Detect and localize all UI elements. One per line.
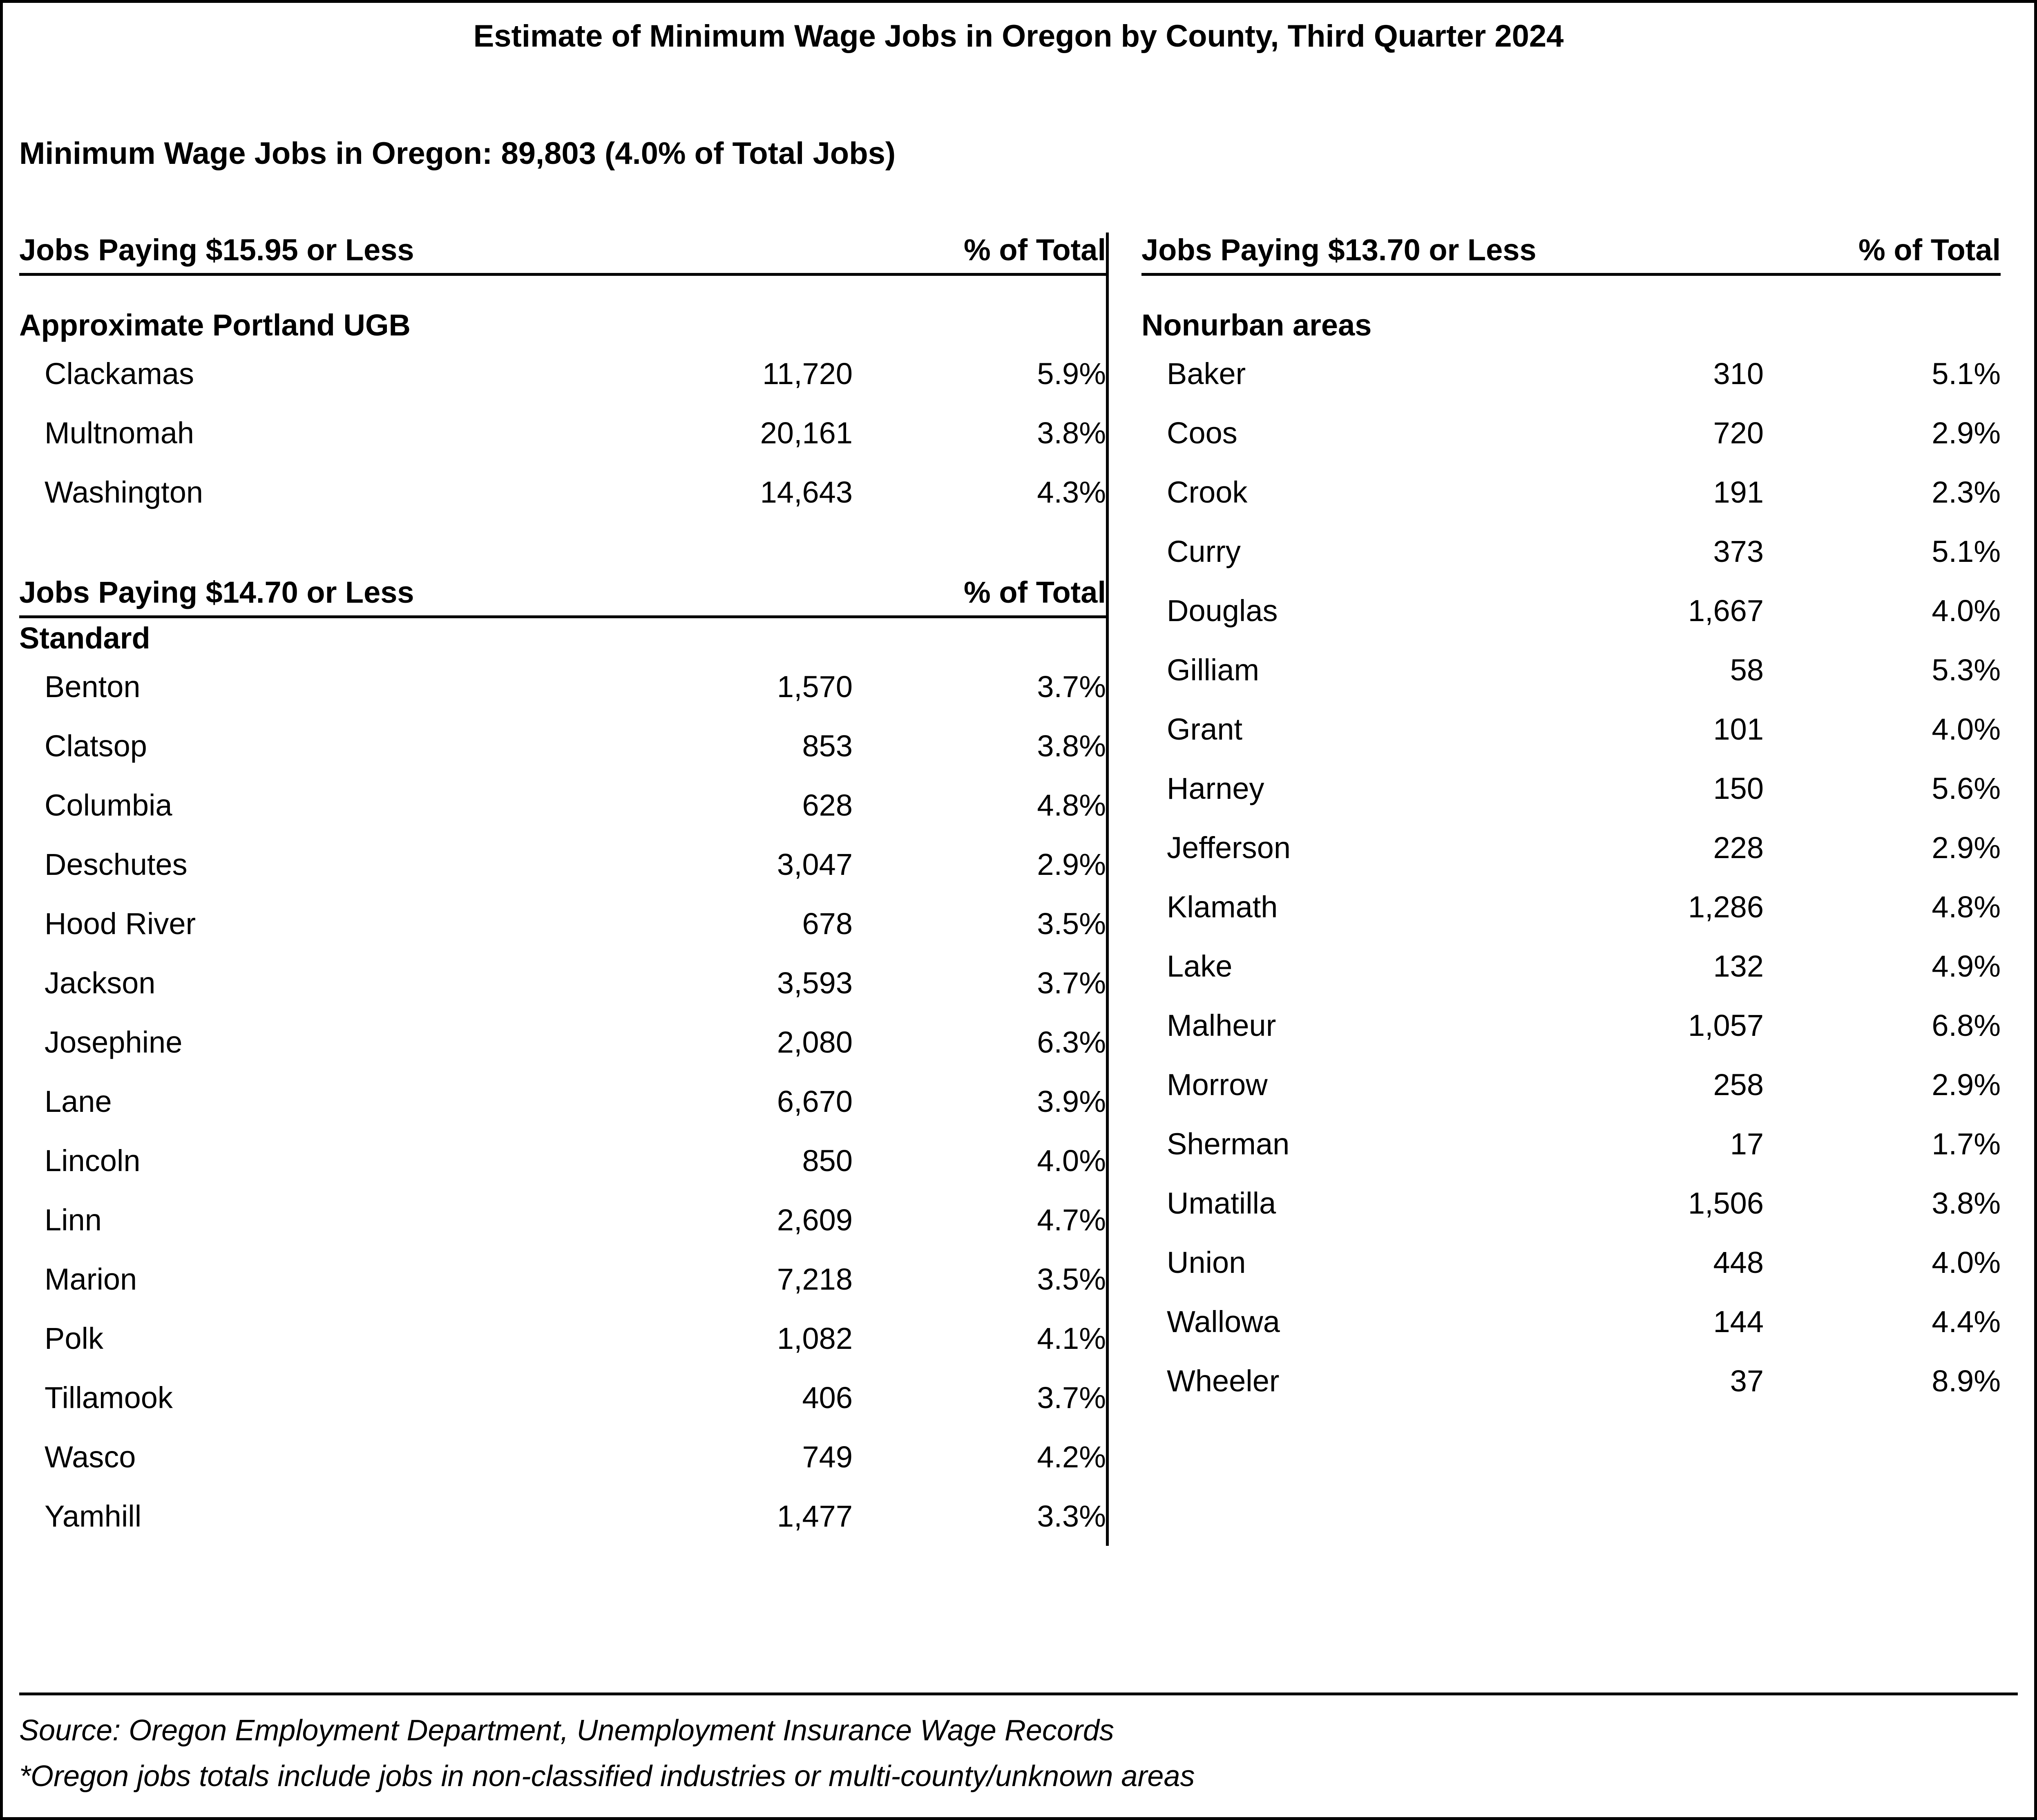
jobs-value: 720 xyxy=(1713,416,1764,450)
jobs-value: 373 xyxy=(1713,534,1764,568)
jobs-value: 850 xyxy=(802,1144,853,1178)
pct-value: 4.2% xyxy=(1037,1440,1106,1474)
pct-value: 6.3% xyxy=(1037,1025,1106,1059)
county-name: Wasco xyxy=(45,1440,136,1474)
jobs-value: 2,080 xyxy=(777,1025,853,1059)
county-name: Hood River xyxy=(45,907,196,941)
pct-value: 4.8% xyxy=(1932,890,2001,924)
county-name: Tillamook xyxy=(45,1381,173,1415)
jobs-value: 853 xyxy=(802,729,853,763)
county-name: Polk xyxy=(45,1321,103,1355)
jobs-value: 150 xyxy=(1713,771,1764,805)
county-name: Sherman xyxy=(1167,1127,1290,1161)
pct-value: 5.1% xyxy=(1932,357,2001,391)
pct-value: 5.1% xyxy=(1932,534,2001,568)
table-row xyxy=(1141,1114,2001,1174)
table-row xyxy=(19,344,1106,403)
county-name: Malheur xyxy=(1167,1008,1276,1042)
table-row xyxy=(1141,344,2001,403)
county-name: Linn xyxy=(45,1203,102,1237)
county-name: Columbia xyxy=(45,788,172,822)
jobs-value: 258 xyxy=(1713,1068,1764,1102)
right-header-1370-label: Jobs Paying $13.70 or Less xyxy=(1141,233,1537,267)
table-row xyxy=(19,657,1106,716)
footer xyxy=(19,1693,2018,1799)
county-name: Curry xyxy=(1167,534,1241,568)
jobs-value: 17 xyxy=(1730,1127,1764,1161)
jobs-value: 144 xyxy=(1713,1305,1764,1339)
pct-value: 3.8% xyxy=(1037,416,1106,450)
pct-value: 3.3% xyxy=(1037,1499,1106,1533)
table-row xyxy=(19,953,1106,1013)
jobs-value: 11,720 xyxy=(762,357,853,391)
left-header-1595 xyxy=(19,233,1106,276)
county-name: Marion xyxy=(45,1262,137,1296)
table-row xyxy=(19,1368,1106,1427)
pct-value: 5.9% xyxy=(1037,357,1106,391)
section-spacer xyxy=(19,522,1106,571)
jobs-value: 191 xyxy=(1713,475,1764,509)
table-row xyxy=(1141,1292,2001,1351)
jobs-value: 1,286 xyxy=(1688,890,1764,924)
table-row xyxy=(1141,581,2001,640)
county-name: Crook xyxy=(1167,475,1248,509)
table-row xyxy=(1141,1351,2001,1411)
table-row xyxy=(19,716,1106,776)
left-header-1595-pct: % of Total xyxy=(963,233,1106,267)
table-row xyxy=(19,1190,1106,1250)
county-name: Lane xyxy=(45,1084,112,1118)
table-row xyxy=(1141,759,2001,818)
jobs-value: 1,057 xyxy=(1688,1008,1764,1042)
table-row xyxy=(19,463,1106,522)
table-row xyxy=(19,835,1106,894)
pct-value: 3.9% xyxy=(1037,1084,1106,1118)
county-name: Washington xyxy=(45,475,203,509)
left-header-1595-label: Jobs Paying $15.95 or Less xyxy=(19,233,414,267)
jobs-value: 1,570 xyxy=(777,670,853,704)
pct-value: 2.9% xyxy=(1932,416,2001,450)
pct-value: 2.3% xyxy=(1932,475,2001,509)
county-name: Yamhill xyxy=(45,1499,142,1533)
footer-divider xyxy=(19,1693,2018,1695)
group-standard: Standard xyxy=(19,621,150,655)
page-title: Estimate of Minimum Wage Jobs in Oregon by County, Third Quarter 2024 xyxy=(473,19,1564,54)
county-name: Union xyxy=(1167,1245,1246,1279)
table-row xyxy=(19,1427,1106,1487)
table-columns xyxy=(3,233,2034,1546)
pct-value: 3.7% xyxy=(1037,1381,1106,1415)
table-row xyxy=(1141,1233,2001,1292)
county-name: Harney xyxy=(1167,771,1264,805)
table-row xyxy=(1141,1174,2001,1233)
jobs-value: 6,670 xyxy=(777,1084,853,1118)
left-header-1470-label: Jobs Paying $14.70 or Less xyxy=(19,575,414,609)
table-row xyxy=(19,403,1106,463)
pct-value: 4.4% xyxy=(1932,1305,2001,1339)
pct-value: 8.9% xyxy=(1932,1364,2001,1398)
pct-value: 2.9% xyxy=(1932,1068,2001,1102)
jobs-value: 37 xyxy=(1730,1364,1764,1398)
pct-value: 4.0% xyxy=(1932,594,2001,628)
pct-value: 3.8% xyxy=(1932,1186,2001,1220)
group-nonurban: Nonurban areas xyxy=(1141,308,1372,342)
county-name: Jackson xyxy=(45,966,156,1000)
pct-value: 2.9% xyxy=(1932,831,2001,865)
jobs-value: 1,506 xyxy=(1688,1186,1764,1220)
county-name: Wallowa xyxy=(1167,1305,1280,1339)
table-row xyxy=(19,1309,1106,1368)
county-name: Wheeler xyxy=(1167,1364,1280,1398)
county-name: Lincoln xyxy=(45,1144,141,1178)
pct-value: 4.0% xyxy=(1932,1245,2001,1279)
pct-value: 5.3% xyxy=(1932,653,2001,687)
jobs-value: 310 xyxy=(1713,357,1764,391)
table-row xyxy=(19,1487,1106,1546)
right-table-column xyxy=(1106,233,2001,1546)
table-row xyxy=(19,1072,1106,1131)
jobs-value: 406 xyxy=(802,1381,853,1415)
county-name: Klamath xyxy=(1167,890,1278,924)
county-name: Grant xyxy=(1167,712,1243,746)
county-name: Lake xyxy=(1167,949,1233,983)
pct-value: 6.8% xyxy=(1932,1008,2001,1042)
pct-value: 3.5% xyxy=(1037,1262,1106,1296)
county-name: Clackamas xyxy=(45,357,194,391)
county-name: Deschutes xyxy=(45,847,188,881)
group-portland-ugb: Approximate Portland UGB xyxy=(19,308,411,342)
jobs-value: 678 xyxy=(802,907,853,941)
statewide-summary: Minimum Wage Jobs in Oregon: 89,803 (4.0% of Total Jobs) xyxy=(19,136,896,171)
table-row xyxy=(1141,463,2001,522)
table-row xyxy=(1141,818,2001,877)
county-name: Benton xyxy=(45,670,141,704)
jobs-value: 20,161 xyxy=(760,416,853,450)
left-table-column xyxy=(19,233,1106,1546)
right-header-1370-pct: % of Total xyxy=(1858,233,2001,267)
table-row xyxy=(1141,1055,2001,1114)
pct-value: 4.0% xyxy=(1037,1144,1106,1178)
table-row xyxy=(19,1250,1106,1309)
county-name: Clatsop xyxy=(45,729,147,763)
county-name: Douglas xyxy=(1167,594,1278,628)
jobs-value: 3,593 xyxy=(777,966,853,1000)
table-row xyxy=(1141,877,2001,937)
table-row xyxy=(19,1013,1106,1072)
table-row xyxy=(1141,937,2001,996)
table-row xyxy=(1141,403,2001,463)
pct-value: 5.6% xyxy=(1932,771,2001,805)
table-row xyxy=(1141,640,2001,700)
jobs-value: 228 xyxy=(1713,831,1764,865)
jobs-value: 1,667 xyxy=(1688,594,1764,628)
table-row xyxy=(1141,522,2001,581)
pct-value: 3.7% xyxy=(1037,966,1106,1000)
jobs-value: 448 xyxy=(1713,1245,1764,1279)
pct-value: 4.3% xyxy=(1037,475,1106,509)
pct-value: 4.8% xyxy=(1037,788,1106,822)
county-name: Multnomah xyxy=(45,416,194,450)
jobs-value: 14,643 xyxy=(760,475,853,509)
county-name: Josephine xyxy=(45,1025,183,1059)
jobs-value: 1,477 xyxy=(777,1499,853,1533)
jobs-value: 101 xyxy=(1713,712,1764,746)
source-line: Source: Oregon Employment Department, Unemployment Insurance Wage Records xyxy=(19,1714,1114,1747)
county-name: Jefferson xyxy=(1167,831,1291,865)
footnote-line: *Oregon jobs totals include jobs in non-classified industries or multi-county/unknown areas xyxy=(19,1760,1195,1793)
jobs-value: 628 xyxy=(802,788,853,822)
jobs-value: 3,047 xyxy=(777,847,853,881)
table-row xyxy=(1141,700,2001,759)
pct-value: 3.7% xyxy=(1037,670,1106,704)
jobs-value: 2,609 xyxy=(777,1203,853,1237)
county-name: Baker xyxy=(1167,357,1246,391)
county-name: Gilliam xyxy=(1167,653,1260,687)
pct-value: 4.9% xyxy=(1932,949,2001,983)
table-row xyxy=(19,776,1106,835)
jobs-value: 7,218 xyxy=(777,1262,853,1296)
jobs-value: 749 xyxy=(802,1440,853,1474)
jobs-value: 132 xyxy=(1713,949,1764,983)
left-header-1470-pct: % of Total xyxy=(963,575,1106,609)
table-row xyxy=(19,894,1106,953)
pct-value: 3.5% xyxy=(1037,907,1106,941)
pct-value: 2.9% xyxy=(1037,847,1106,881)
table-row xyxy=(19,1131,1106,1190)
left-header-1470 xyxy=(19,575,1106,618)
pct-value: 1.7% xyxy=(1932,1127,2001,1161)
jobs-value: 58 xyxy=(1730,653,1764,687)
county-name: Umatilla xyxy=(1167,1186,1276,1220)
pct-value: 3.8% xyxy=(1037,729,1106,763)
county-name: Morrow xyxy=(1167,1068,1268,1102)
pct-value: 4.7% xyxy=(1037,1203,1106,1237)
right-header-1370 xyxy=(1141,233,2001,276)
jobs-value: 1,082 xyxy=(777,1321,853,1355)
pct-value: 4.0% xyxy=(1932,712,2001,746)
county-name: Coos xyxy=(1167,416,1237,450)
table-row xyxy=(1141,996,2001,1055)
pct-value: 4.1% xyxy=(1037,1321,1106,1355)
